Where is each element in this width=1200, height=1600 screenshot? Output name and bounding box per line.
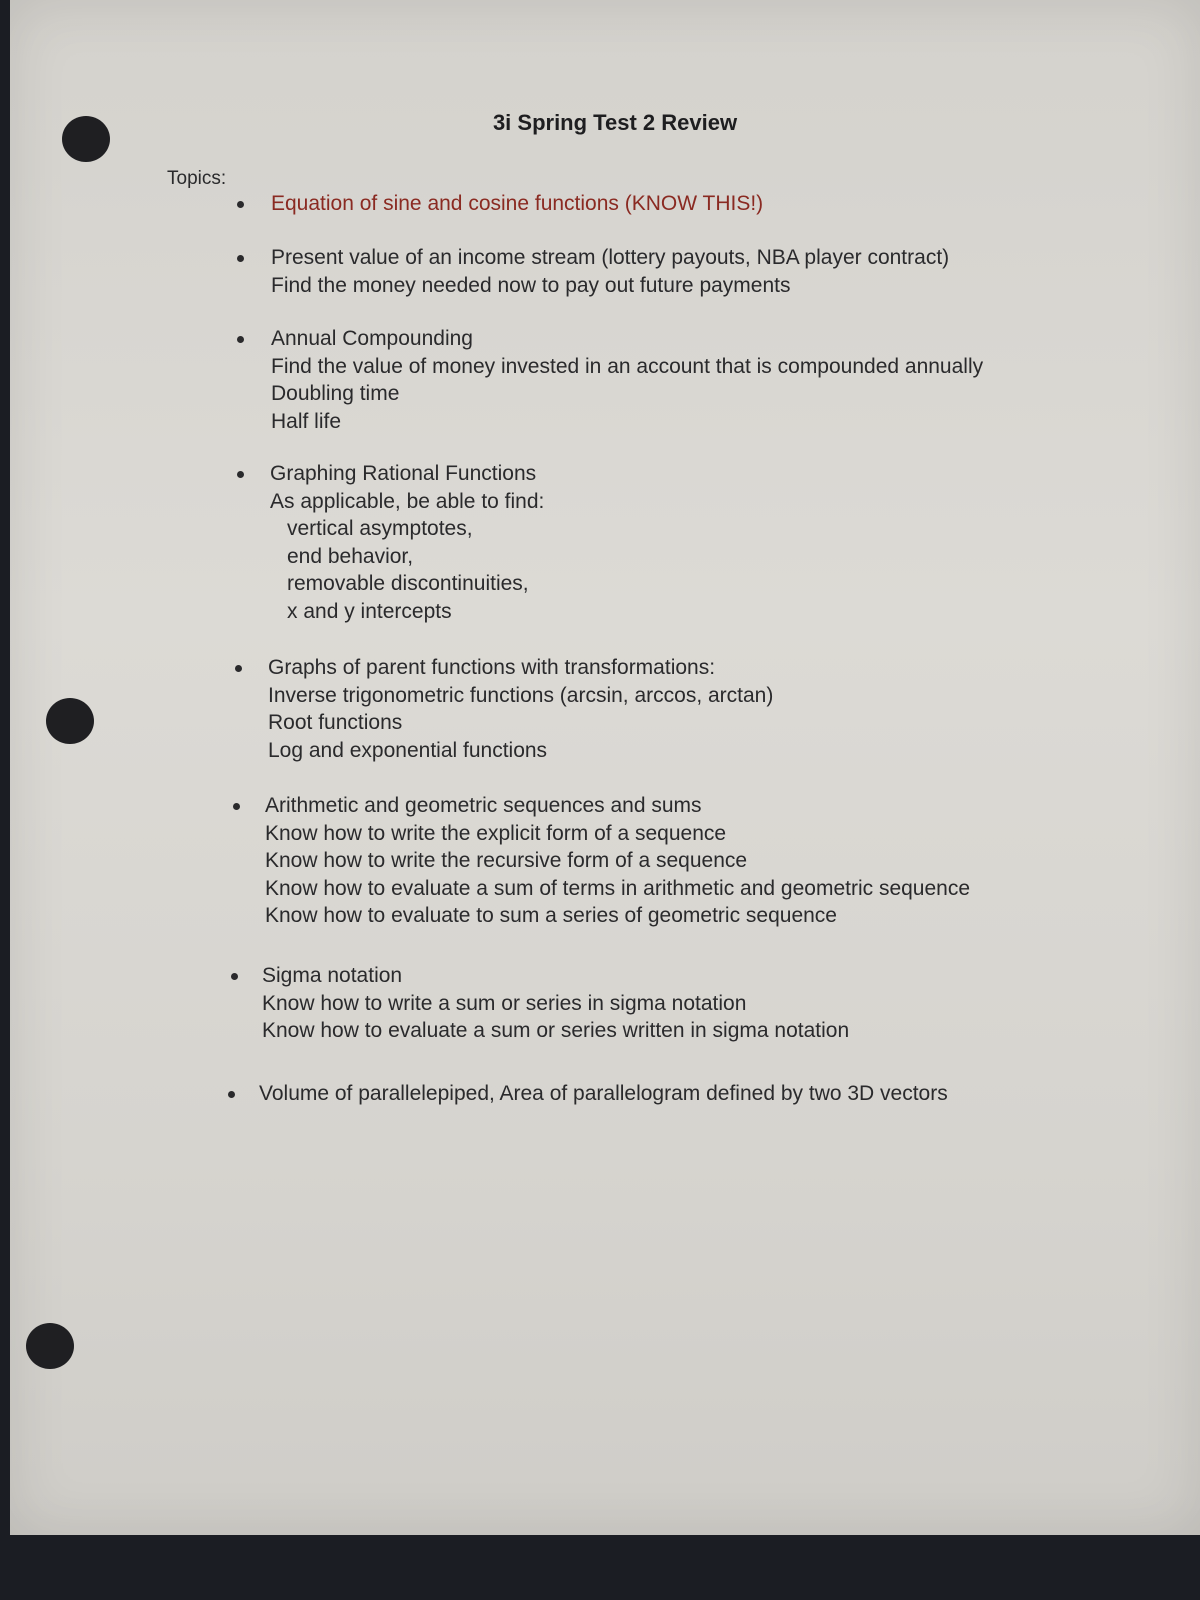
bullet-icon (235, 665, 242, 672)
topic-subline: vertical asymptotes, (287, 517, 473, 540)
topic-line: Doubling time (271, 382, 400, 405)
topic-item (262, 962, 849, 1045)
topic-heading: Graphs of parent functions with transformations: (268, 656, 716, 679)
topic-line: Find the value of money invested in an account that is compounded annually (271, 354, 984, 378)
topic-line: Know how to write the explicit form of a sequence (265, 821, 727, 845)
topic-item (259, 1080, 948, 1108)
topic-item (271, 325, 983, 435)
topic-line: Root functions (268, 711, 403, 734)
topic-heading: Volume of parallelepiped, Area of parallelogram defined by two 3D vectors (259, 1082, 948, 1105)
topic-line: Know how to write the recursive form of a sequence (265, 849, 748, 872)
topic-subline: x and y intercepts (287, 599, 452, 623)
topic-item (270, 460, 544, 625)
topic-line: As applicable, be able to find: (270, 489, 545, 513)
bullet-icon (237, 201, 244, 208)
topic-item (271, 190, 763, 218)
bullet-icon (228, 1091, 235, 1098)
topic-line: Know how to evaluate a sum of terms in arithmetic and geometric sequence (265, 876, 971, 900)
bullet-icon (231, 973, 238, 980)
topic-heading: Equation of sine and cosine functions (KNOW THIS!) (271, 192, 764, 215)
topic-heading: Sigma notation (262, 964, 403, 987)
topic-subline: end behavior, (287, 544, 414, 568)
topic-item (268, 654, 773, 764)
topic-line: Know how to evaluate a sum or series written in sigma notation (262, 1019, 850, 1042)
topic-item (265, 792, 970, 930)
bullet-icon (237, 336, 244, 343)
page-title: 3i Spring Test 2 Review (492, 110, 738, 135)
topic-heading: Annual Compounding (271, 327, 473, 350)
topic-item (271, 244, 949, 299)
topic-line: Know how to evaluate to sum a series of geometric sequence (265, 904, 837, 927)
bullet-icon (237, 471, 244, 478)
punch-hole (26, 1323, 74, 1369)
bullet-icon (233, 803, 240, 810)
topic-line: Know how to write a sum or series in sigma notation (262, 991, 747, 1015)
topic-heading: Arithmetic and geometric sequences and sums (265, 794, 702, 817)
topic-line: Inverse trigonometric functions (arcsin, arccos, arctan) (268, 683, 774, 707)
topic-line: Find the money needed now to pay out future payments (271, 273, 791, 297)
punch-hole (46, 698, 94, 744)
topic-heading: Graphing Rational Functions (270, 462, 537, 485)
topics-label: Topics: (167, 168, 227, 189)
topic-line: Log and exponential functions (268, 738, 548, 762)
paper-sheet (10, 0, 1200, 1535)
topic-heading: Present value of an income stream (lottery payouts, NBA player contract) (271, 246, 950, 269)
bullet-icon (237, 255, 244, 262)
topic-subline: removable discontinuities, (287, 572, 529, 595)
topic-line: Half life (271, 409, 342, 433)
